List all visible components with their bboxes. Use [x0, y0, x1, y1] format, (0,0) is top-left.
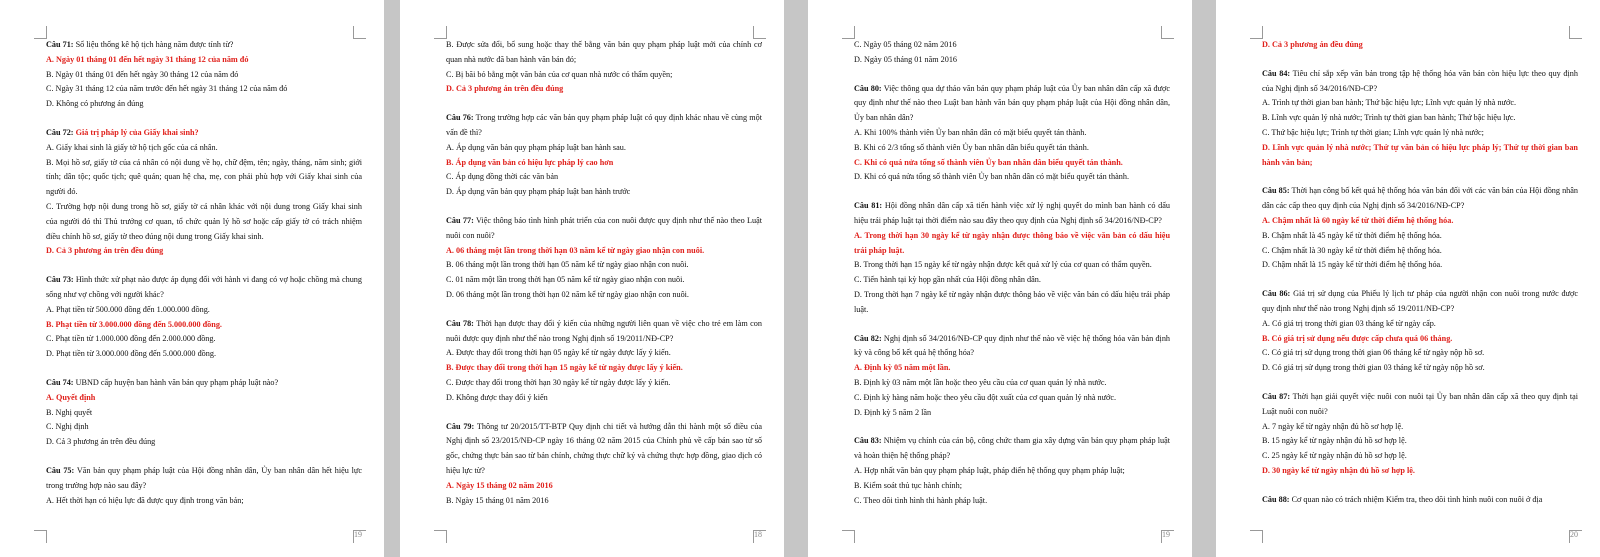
- question-number: Câu 78:: [446, 318, 474, 328]
- answer-option: C. Nghị định: [46, 422, 89, 432]
- correct-answer: C. Khi có quá nửa tổng số thành viên Ủy ban nhân dân biểu quyết tán thành.: [854, 157, 1123, 167]
- crop-mark: [1250, 530, 1263, 543]
- question-text: Hình thức xử phạt nào được áp dụng đối với hành vi đang có vợ hoặc chồng mà chung sống như vợ chồng với người khác?: [46, 275, 362, 299]
- crop-mark: [34, 26, 47, 39]
- answer-option: D. 06 tháng một lần trong thời hạn 02 năm kể từ ngày giao nhận con nuôi.: [446, 289, 689, 299]
- answer-option: B. 15 ngày kể từ ngày nhận đủ hồ sơ hợp lệ.: [1262, 436, 1407, 446]
- answer-option: C. Áp dụng đồng thời các văn bản: [446, 172, 559, 182]
- question: [46, 273, 362, 303]
- question: [46, 376, 362, 391]
- question-number: Câu 73:: [46, 275, 74, 285]
- question: [1262, 184, 1578, 214]
- question-number: Câu 75:: [46, 465, 75, 475]
- answer-option: D. Trong thời hạn 7 ngày kể từ ngày nhận được thông báo về việc văn bản có dấu hiệu trái pháp luật.: [854, 289, 1170, 314]
- crop-mark: [353, 26, 366, 39]
- answer-option: B. Chậm nhất là 45 ngày kể từ thời điểm hệ thống hóa.: [1262, 230, 1442, 240]
- question-number: Câu 77:: [446, 215, 474, 225]
- question: [1262, 493, 1578, 508]
- question-number: Câu 83:: [854, 436, 882, 446]
- question-number: Câu 76:: [446, 113, 474, 123]
- answer-option: A. Giấy khai sinh là giấy tờ hộ tịch gốc của cá nhân.: [46, 142, 218, 152]
- page-content: [1262, 38, 1578, 508]
- page-number: 19: [1162, 530, 1170, 539]
- crop-mark: [1250, 26, 1263, 39]
- answer-option: C. Trường hợp nội dung trong hồ sơ, giấy tờ cá nhân khác với nội dung trong Giấy khai sinh của người đó thì Thủ trưởng cơ quan, tổ chức quản lý hồ sơ hoặc cấp giấy tờ có trách nhiệm điều chỉnh hồ sơ, giấy tờ theo đúng nội dung trong Giấy khai sinh.: [46, 201, 362, 241]
- answer-option: D. Khi có quá nửa tổng số thành viên Ủy ban nhân dân có mặt biểu quyết tán thành.: [854, 172, 1130, 182]
- answer-option: B. Ngày 01 tháng 01 đến hết ngày 30 tháng 12 của năm đó: [46, 69, 239, 79]
- correct-answer: B. Phạt tiền từ 3.000.000 đồng đến 5.000.000 đồng.: [46, 319, 222, 329]
- question-text: Việc thông báo tình hình phát triển của con nuôi được quy định như thế nào theo Luật nuôi con nuôi?: [446, 215, 762, 240]
- answer-option: D. Áp dụng văn bản quy phạm pháp luật ban hành trước: [446, 187, 631, 197]
- question: [446, 420, 762, 479]
- answer-option: A. Trình tự thời gian ban hành; Thứ bậc hiệu lực; Lĩnh vực quản lý nhà nước.: [1262, 98, 1516, 108]
- correct-answer: D. Cả 3 phương án đều đúng: [1262, 40, 1363, 49]
- question-number: Câu 84:: [1262, 68, 1291, 78]
- correct-answer: A. Định kỳ 05 năm một lần.: [854, 363, 951, 373]
- answer-option: C. Được thay đổi trong thời hạn 30 ngày kể từ ngày được lấy ý kiến.: [446, 377, 671, 387]
- answer-option: B. Ngày 15 tháng 01 năm 2016: [446, 495, 549, 505]
- question-text: Hội đồng nhân dân cấp xã tiến hành việc xử lý nghị quyết do mình ban hành có dấu hiệu trái pháp luật tại thời điểm nào sau đây theo quy định của Nghị định số 34/2016/NĐ-CP?: [854, 201, 1170, 225]
- question-text: Trong trường hợp các văn bản quy phạm pháp luật có quy định khác nhau về cùng một vấn đề thì?: [446, 113, 763, 137]
- question-text: Tiêu chí sắp xếp văn bản trong tập hệ thống hóa văn bản còn hiệu lực theo quy định của Nghị định số 34/2016/NĐ-CP?: [1262, 68, 1578, 93]
- question: [46, 126, 362, 141]
- question-text: Thời hạn giải quyết việc nuôi con nuôi tại Ủy ban nhân dân cấp xã theo quy định tại Luật nuôi con nuôi?: [1262, 391, 1579, 416]
- crop-mark: [842, 26, 855, 39]
- answer-option: A. Áp dụng văn bản quy phạm pháp luật ban hành sau.: [446, 142, 626, 152]
- correct-answer: A. Ngày 15 tháng 02 năm 2016: [446, 480, 553, 490]
- question-number: Câu 86:: [1262, 289, 1291, 299]
- answer-option: A. 7 ngày kể từ ngày nhận đủ hồ sơ hợp lệ.: [1262, 421, 1404, 431]
- question: [854, 82, 1170, 126]
- question-text: Nhiệm vụ chính của cán bộ, công chức tham gia xây dựng văn bản quy phạm pháp luật và hoàn thiện hệ thống pháp?: [854, 436, 1170, 461]
- answer-option: B. Định kỳ 03 năm một lần hoặc theo yêu cầu của cơ quan quản lý nhà nước.: [854, 377, 1107, 387]
- question-text: Nghị định số 34/2016/NĐ-CP quy định như thế nào về việc hệ thống hóa văn bản định kỳ và công bố kết quả hệ thống hóa?: [854, 333, 1171, 358]
- crop-mark: [753, 26, 766, 39]
- question: [1262, 287, 1578, 317]
- question-number: Câu 82:: [854, 333, 882, 343]
- document-page-4: [1216, 0, 1600, 557]
- answer-option: A. Hợp nhất văn bản quy phạm pháp luật, pháp điển hệ thống quy phạm pháp luật;: [854, 465, 1125, 475]
- answer-option: D. Định kỳ 5 năm 2 lần: [854, 407, 932, 417]
- answer-option: A. Hết thời hạn có hiệu lực đã được quy định trong văn bản;: [46, 495, 244, 505]
- page-number: 20: [1570, 530, 1578, 539]
- question: [854, 434, 1170, 464]
- answer-option: C. Có giá trị sử dụng trong thời gian 06 tháng kể từ ngày nộp hồ sơ.: [1262, 348, 1485, 358]
- answer-option: B. Kiểm soát thủ tục hành chính;: [854, 480, 963, 490]
- crop-mark: [1569, 26, 1582, 39]
- crop-mark: [1161, 26, 1174, 39]
- answer-option: C. Định kỳ hàng năm hoặc theo yêu cầu đột xuất của cơ quan quản lý nhà nước.: [854, 392, 1117, 402]
- question: [1262, 390, 1578, 420]
- correct-answer: D. Lĩnh vực quản lý nhà nước; Thứ tự văn bản có hiệu lực pháp lý; Thứ tự thời gian ban hành văn bản;: [1262, 142, 1578, 167]
- question-number: Câu 85:: [1262, 186, 1290, 196]
- question-text: Thời hạn công bố kết quả hệ thống hóa văn bản đối với các văn bản của Hội đồng nhân dân các cấp theo quy định của Nghị định số 34/2016/NĐ-CP?: [1262, 186, 1578, 211]
- question-number: Câu 72:: [46, 127, 74, 137]
- page-content: [446, 38, 762, 508]
- answer-option: C. Thứ bậc hiệu lực; Trình tự thời gian; Lĩnh vực quản lý nhà nước;: [1262, 127, 1484, 137]
- answer-option: C. Tiến hành tại kỳ họp gần nhất của Hội đồng nhân dân.: [854, 275, 1041, 285]
- question: [854, 199, 1170, 229]
- document-page-3: [808, 0, 1192, 557]
- correct-answer: D. Cả 3 phương án trên đều đúng: [46, 246, 164, 256]
- question: [46, 38, 362, 53]
- crop-mark: [842, 530, 855, 543]
- answer-option: B. Được sửa đổi, bổ sung hoặc thay thế bằng văn bản quy phạm pháp luật mới của chính cơ quan nhà nước đã ban hành văn bản đó;: [446, 40, 762, 64]
- answer-option: B. 06 tháng một lần trong thời hạn 05 năm kể từ ngày giao nhận con nuôi.: [446, 260, 689, 270]
- answer-option: C. Ngày 05 tháng 02 năm 2016: [854, 40, 957, 49]
- page-content: [46, 38, 362, 508]
- answer-option: D. Có giá trị sử dụng trong thời gian 03 tháng kể từ ngày nộp hồ sơ.: [1262, 363, 1485, 373]
- answer-option: C. Bị bãi bỏ bằng một văn bản của cơ quan nhà nước có thẩm quyền;: [446, 69, 673, 79]
- correct-answer: D. 30 ngày kể từ ngày nhận đủ hồ sơ hợp lệ.: [1262, 465, 1415, 475]
- question-number: Câu 71:: [46, 40, 74, 49]
- page-number: 19: [354, 530, 362, 539]
- question-text: Giá trị sử dụng của Phiếu lý lịch tư pháp của người nhận con nuôi trong nước được quy định như thế nào trong Nghị định số 19/2011/NĐ-CP?: [1262, 289, 1578, 313]
- question: [854, 332, 1170, 362]
- crop-mark: [434, 530, 447, 543]
- answer-option: B. Khi có 2/3 tổng số thành viên Ủy ban nhân dân biểu quyết tán thành.: [854, 142, 1089, 152]
- page-content: [854, 38, 1170, 508]
- answer-option: D. Ngày 05 tháng 01 năm 2016: [854, 54, 958, 64]
- question-text: Cơ quan nào có trách nhiệm Kiểm tra, theo dõi tình hình nuôi con nuôi ở địa: [1291, 494, 1543, 504]
- question-number: Câu 87:: [1262, 391, 1291, 401]
- answer-option: C. Phạt tiền từ 1.000.000 đồng đến 2.000.000 đồng.: [46, 334, 216, 344]
- answer-option: D. Chậm nhất là 15 ngày kể từ thời điểm hệ thống hóa.: [1262, 260, 1443, 270]
- correct-answer: B. Có giá trị sử dụng nếu được cấp chưa quá 06 tháng.: [1262, 333, 1453, 343]
- answer-option: C. Chậm nhất là 30 ngày kể từ thời điểm hệ thống hóa.: [1262, 245, 1442, 255]
- question-text: Giá trị pháp lý của Giấy khai sinh?: [75, 127, 199, 137]
- question: [446, 214, 762, 244]
- question-number: Câu 88:: [1262, 494, 1290, 504]
- question: [446, 111, 762, 141]
- question-text: Văn bản quy phạm pháp luật của Hội đồng nhân dân, Ủy ban nhân dân hết hiệu lực trong trường hợp nào sau đây?: [46, 465, 362, 490]
- correct-answer: B. Áp dụng văn bản có hiệu lực pháp lý cao hơn: [446, 157, 614, 167]
- correct-answer: B. Được thay đổi trong thời hạn 15 ngày kể từ ngày được lấy ý kiến.: [446, 363, 683, 373]
- answer-option: D. Không có phương án đúng: [46, 99, 144, 109]
- question-number: Câu 81:: [854, 201, 883, 211]
- crop-mark: [434, 26, 447, 39]
- answer-option: A. Phạt tiền từ 500.000 đồng đến 1.000.000 đồng.: [46, 304, 210, 314]
- answer-option: C. 01 năm một lần trong thời hạn 05 năm kể từ ngày giao nhận con nuôi.: [446, 275, 685, 285]
- document-page-2: [400, 0, 784, 557]
- question-number: Câu 79:: [446, 421, 475, 431]
- answer-option: D. Phạt tiền từ 3.000.000 đồng đến 5.000.000 đồng.: [46, 349, 216, 359]
- question-text: Việc thông qua dự thảo văn bản quy phạm pháp luật của Ủy ban nhân dân cấp xã được quy định như thế nào theo Luật ban hành văn bản quy phạm pháp luật của Hội đồng nhân dân, Ủy ban nhân dân?: [854, 83, 1170, 123]
- answer-option: A. Được thay đổi trong thời hạn 05 ngày kể từ ngày được lấy ý kiến.: [446, 348, 671, 358]
- correct-answer: A. Chậm nhất là 60 ngày kể từ thời điểm hệ thống hóa.: [1262, 215, 1454, 225]
- question-text: UBND cấp huyện ban hành văn bản quy phạm pháp luật nào?: [75, 377, 279, 387]
- question-text: Sổ liệu thống kê hộ tịch hàng năm được tính từ?: [75, 40, 234, 49]
- answer-option: C. Theo dõi tình hình thi hành pháp luật.: [854, 495, 988, 505]
- question-number: Câu 80:: [854, 83, 882, 93]
- answer-option: B. Nghị quyết: [46, 407, 93, 417]
- answer-option: C. 25 ngày kể từ ngày nhận đủ hồ sơ hợp lệ.: [1262, 451, 1407, 461]
- correct-answer: A. Trong thời hạn 30 ngày kể từ ngày nhận được thông báo về việc văn bản có dấu hiệu trái pháp luật.: [854, 230, 1170, 255]
- question: [1262, 67, 1578, 97]
- answer-option: D. Cả 3 phương án trên đều đúng: [46, 437, 156, 447]
- answer-option: B. Mọi hồ sơ, giấy tờ của cá nhân có nội dung về họ, chữ đệm, tên; ngày, tháng, năm sinh; giới tính; dân tộc; quốc tịch; quê quán; quan hệ cha, mẹ, con phải phù hợp với Giấy khai sinh của người đó.: [46, 157, 362, 197]
- answer-option: B. Lĩnh vực quản lý nhà nước; Trình tự thời gian ban hành; Thứ bậc hiệu lực.: [1262, 113, 1516, 123]
- page-number: 18: [754, 530, 762, 539]
- question: [46, 464, 362, 494]
- question-text: Thông tư 20/2015/TT-BTP Quy định chi tiết và hướng dẫn thi hành một số điều của Nghị định số 23/2015/NĐ-CP ngày 16 tháng 02 năm 2015 của Chính phủ về cấp bản sao từ số gốc, chứng thực bản sao từ bản chính, chứng thực chữ ký và chứng thực hợp đồng, giao dịch có hiệu lực từ?: [446, 421, 762, 475]
- correct-answer: A. Quyết định: [46, 392, 96, 402]
- answer-option: C. Ngày 31 tháng 12 của năm trước đến hết ngày 31 tháng 12 của năm đó: [46, 84, 288, 94]
- correct-answer: D. Cả 3 phương án trên đều đúng: [446, 84, 564, 94]
- answer-option: B. Trong thời hạn 15 ngày kể từ ngày nhận được kết quả xử lý của cơ quan có thẩm quyền.: [854, 260, 1152, 270]
- document-page-1: [0, 0, 384, 557]
- answer-option: A. Có giá trị trong thời gian 03 tháng kể từ ngày cấp.: [1262, 318, 1436, 328]
- question: [446, 317, 762, 347]
- answer-option: A. Khi 100% thành viên Ủy ban nhân dân có mặt biểu quyết tán thành.: [854, 127, 1087, 137]
- crop-mark: [34, 530, 47, 543]
- answer-option: D. Không được thay đổi ý kiến: [446, 392, 548, 402]
- question-number: Câu 74:: [46, 377, 74, 387]
- correct-answer: A. Ngày 01 tháng 01 đến hết ngày 31 tháng 12 của năm đó: [46, 54, 249, 64]
- correct-answer: A. 06 tháng một lần trong thời hạn 03 năm kể từ ngày giao nhận con nuôi.: [446, 245, 705, 255]
- question-text: Thời hạn được thay đổi ý kiến của những người liên quan về việc cho trẻ em làm con nuôi được quy định như thế nào trong Nghị định số 19/2011/NĐ-CP?: [446, 318, 762, 343]
